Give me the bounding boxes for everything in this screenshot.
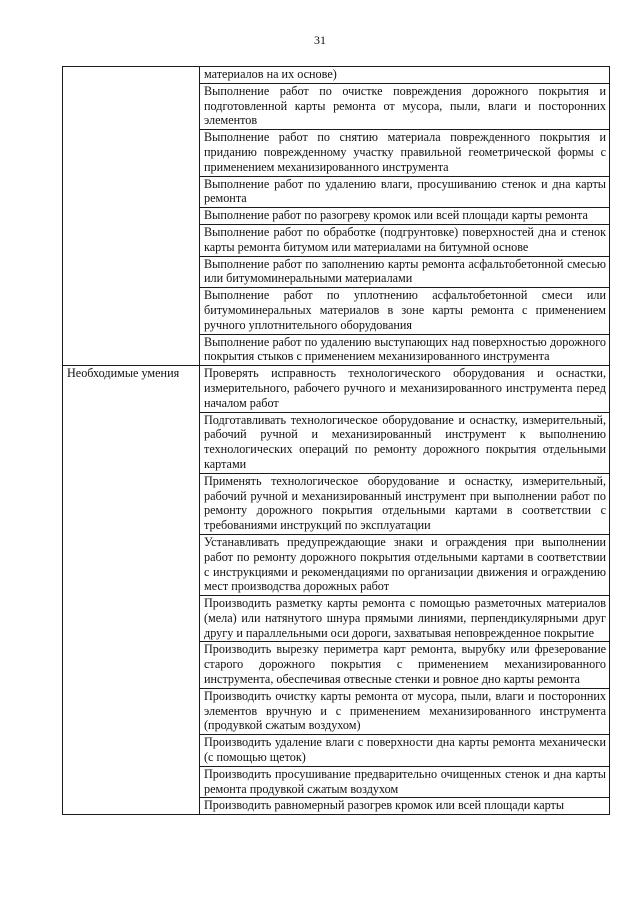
section-label bbox=[63, 67, 200, 366]
table-cell-item: Выполнение работ по очистке повреждения дорожного покрытия и подготовленной карты ремонта от мусора, пыли, влаги и посторонних элементов bbox=[200, 83, 610, 129]
table-cell-item: Выполнение работ по удалению влаги, просушиванию стенок и дна карты ремонта bbox=[200, 176, 610, 208]
competency-table-body bbox=[63, 67, 610, 815]
table-cell-item: Выполнение работ по уплотнению асфальтобетонной смеси или битумоминеральных материалов в зоне карты ремонта с применением ручного уплотнительного оборудования bbox=[200, 288, 610, 334]
table-row bbox=[63, 366, 610, 412]
page-number: 31 bbox=[314, 33, 326, 47]
table-cell-item: Выполнение работ по разогреву кромок или всей площади карты ремонта bbox=[200, 208, 610, 225]
table-cell-item: Выполнение работ по удалению выступающих над поверхностью дорожного покрытия стыков с применением механизированного инструмента bbox=[200, 334, 610, 366]
table-cell-item: Проверять исправность технологического оборудования и оснастки, измерительного, рабочего ручного и механизированного инструмента перед началом работ bbox=[200, 366, 610, 412]
table-cell-item: Производить равномерный разогрев кромок или всей площади карты bbox=[200, 798, 610, 815]
table-cell-item: Производить удаление влаги с поверхности дна карты ремонта механически (с помощью щеток) bbox=[200, 735, 610, 767]
table-cell-item: Производить разметку карты ремонта с помощью разметочных материалов (мела) или натянутого шнура прямыми линиями, перпендикулярными друг другу и параллельными оси дороги, захватывая неповрежденное покрытие bbox=[200, 596, 610, 642]
table-cell-item: Выполнение работ по обработке (подгрунтовке) поверхностей дна и стенок карты ремонта битумом или материалами на битумной основе bbox=[200, 224, 610, 256]
competency-table bbox=[62, 66, 610, 815]
table-cell-item: Производить просушивание предварительно очищенных стенок и дна карты ремонта продувкой сжатым воздухом bbox=[200, 766, 610, 798]
table-row bbox=[63, 67, 610, 84]
table-cell-item: Выполнение работ по заполнению карты ремонта асфальтобетонной смесью или битумоминеральными материалами bbox=[200, 256, 610, 288]
table-cell-item: Подготавливать технологическое оборудование и оснастку, измерительный, рабочий ручной и механизированный инструмент к выполнению технологических операций по ремонту дорожного покрытия отдельными картами bbox=[200, 412, 610, 473]
section-label: Необходимые умения bbox=[63, 366, 200, 815]
table-cell-item: Производить вырезку периметра карт ремонта, вырубку или фрезерование старого дорожного покрытия с применением механизированного инструмента, обеспечивая отвесные стенки и ровное дно карты ремонта bbox=[200, 642, 610, 688]
table-cell-item: Выполнение работ по снятию материала поврежденного покрытия и приданию поврежденному участку правильной геометрической формы с применением механизированного инструмента bbox=[200, 130, 610, 176]
table-cell-item: Устанавливать предупреждающие знаки и ограждения при выполнении работ по ремонту дорожного покрытия отдельными картами в соответствии с инструкциями и рекомендациями по организации движения и ограждению мест производства дорожных работ bbox=[200, 534, 610, 595]
table-cell-item: Применять технологическое оборудование и оснастку, измерительный, рабочий ручной и механизированный инструмент при выполнении работ по ремонту дорожного покрытия отдельными картами в соответствии с требованиями инструкций по эксплуатации bbox=[200, 473, 610, 534]
table-cell-item: материалов на их основе) bbox=[200, 67, 610, 84]
table-cell-item: Производить очистку карты ремонта от мусора, пыли, влаги и посторонних элементов вручную и с применением механизированного инструмента (продувкой сжатым воздухом) bbox=[200, 688, 610, 734]
